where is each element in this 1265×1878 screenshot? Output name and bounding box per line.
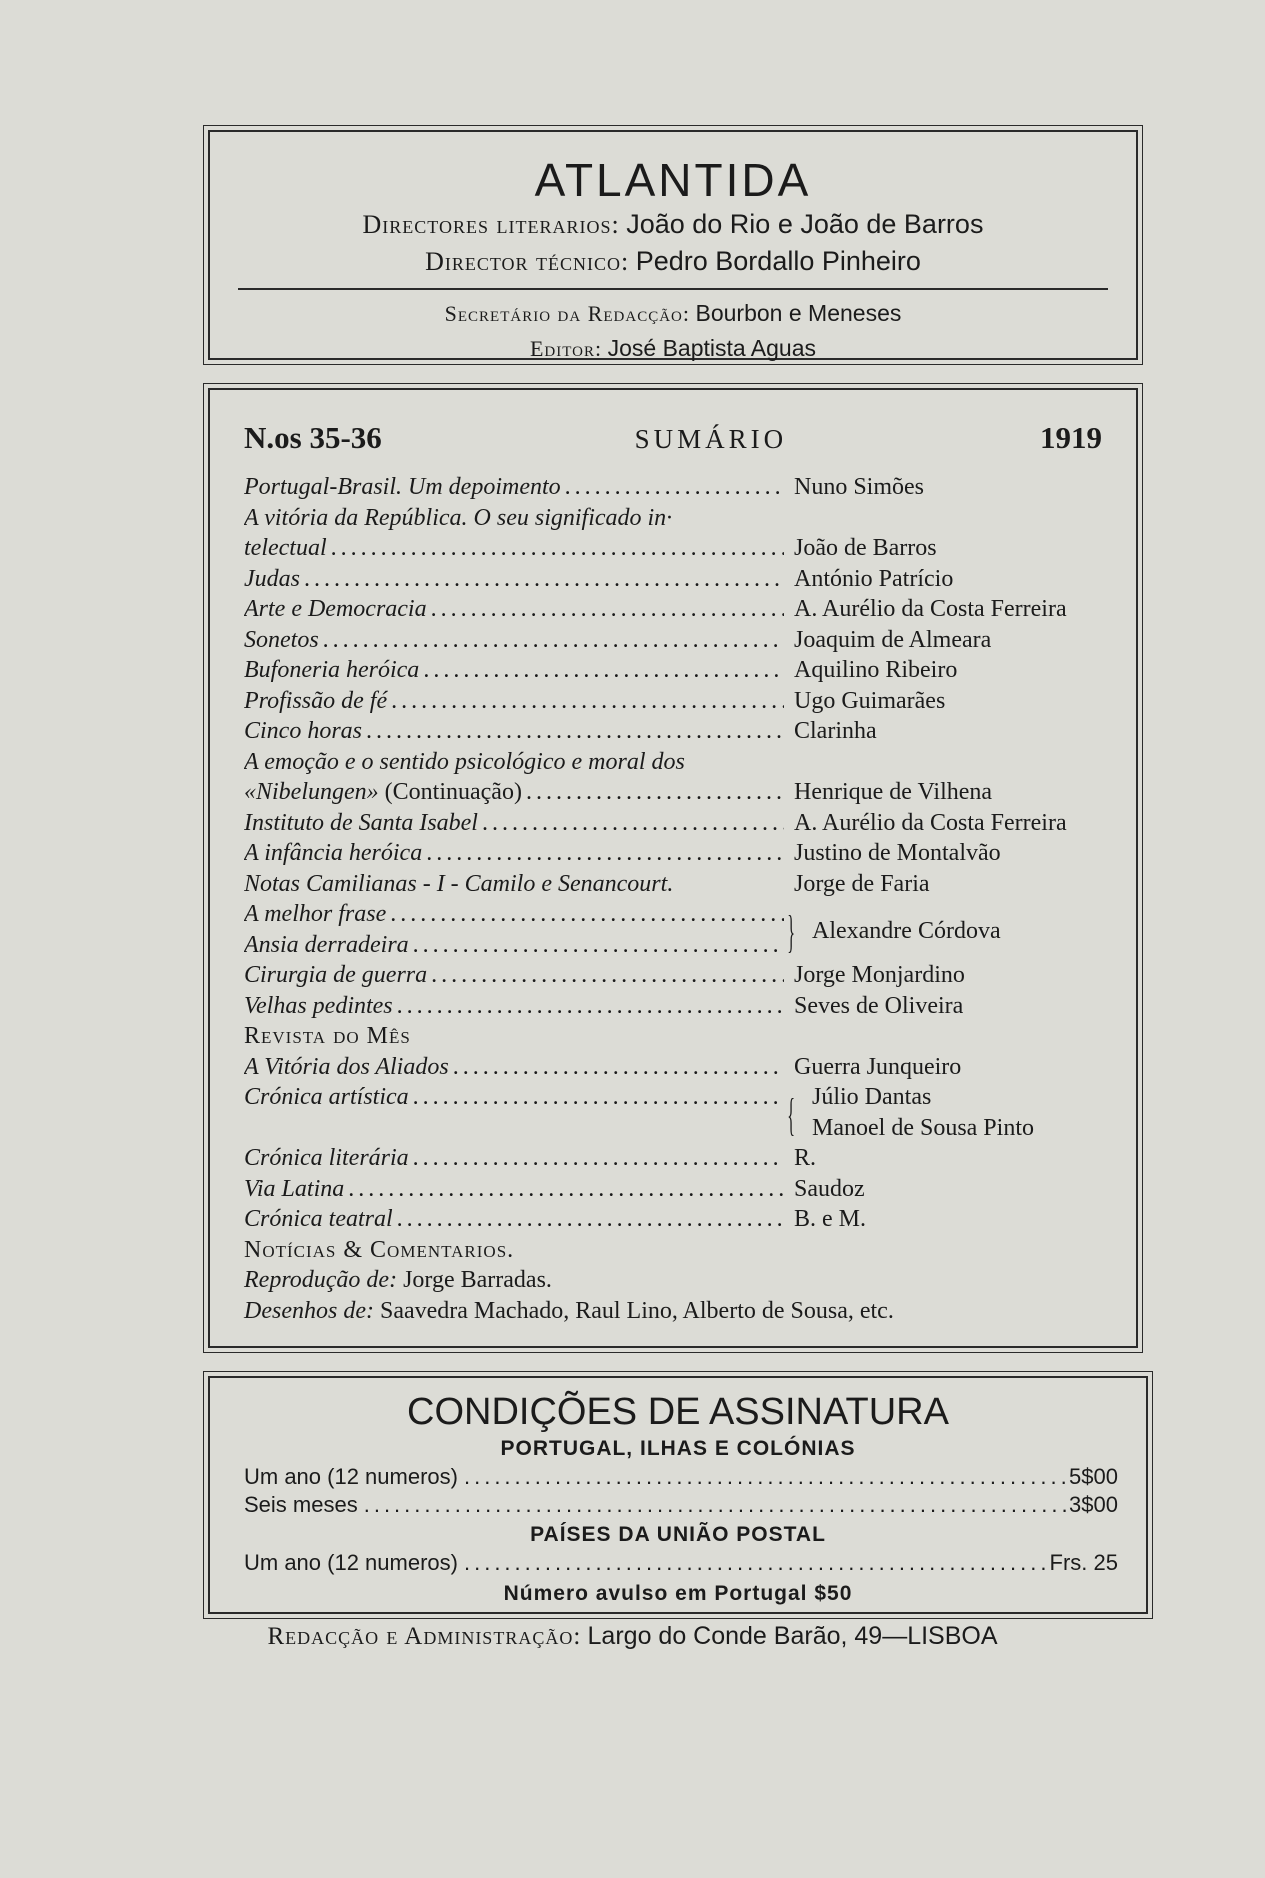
secretary-line <box>210 296 1136 331</box>
editor-name: José Baptista Aguas <box>607 335 817 361</box>
toc-title: Ansia derradeira <box>244 931 409 958</box>
toc-author: Manoel de Sousa Pinto <box>812 1114 1034 1141</box>
reproduction-label: Reprodução de: <box>244 1267 398 1293</box>
toc-row <box>244 627 1104 658</box>
toc-title: telectual <box>244 535 327 561</box>
toc-row <box>244 993 1104 1024</box>
toc-author: B. e M. <box>794 1206 866 1232</box>
price-row <box>244 1464 1118 1492</box>
toc-title: A emoção e o sentido psicológico e moral dos <box>244 748 685 775</box>
toc-title: A infância heróica <box>244 840 423 866</box>
domestic-heading: PORTUGAL, ILHAS E COLÓNIAS <box>500 1437 856 1460</box>
toc-row <box>244 596 1104 627</box>
international-heading: PAÍSES DA UNIÃO POSTAL <box>530 1523 826 1546</box>
price-label: Um ano (12 numeros) <box>244 1550 458 1575</box>
toc-title: Cirurgia de guerra <box>244 962 428 988</box>
directors-label: Directores literarios: <box>362 210 620 239</box>
secretary-label: Secretário da Redacção: <box>444 301 690 326</box>
toc-group-cordova <box>244 901 1104 962</box>
toc-row <box>244 749 1104 780</box>
section-revista <box>244 1023 1104 1054</box>
toc-title: Profissão de fé <box>244 687 388 714</box>
toc-author: Justino de Montalvão <box>794 840 1001 866</box>
toc-group-cronica-artistica <box>244 1084 1104 1145</box>
address-line <box>0 1622 1265 1651</box>
toc-title: Crónica teatral <box>244 1206 393 1232</box>
address-label: Redacção e Administração: <box>267 1623 582 1650</box>
section-title: Revista do Mês <box>244 1023 411 1049</box>
toc-author: Clarinha <box>794 718 877 744</box>
price-row <box>244 1492 1118 1520</box>
summary-box <box>208 388 1138 1348</box>
toc-title: Crónica literária <box>244 1145 409 1171</box>
price-value: Frs. 25 <box>1049 1550 1118 1575</box>
toc-title: Crónica artística <box>244 1084 409 1110</box>
toc-author: Júlio Dantas <box>812 1084 932 1110</box>
toc-title: Cinco horas <box>244 718 363 744</box>
technical-director-name: Pedro Bordallo Pinheiro <box>635 246 921 276</box>
toc-author: Guerra Junqueiro <box>794 1053 962 1080</box>
price-value: 5$00 <box>1069 1464 1118 1489</box>
price-value: 3$00 <box>1069 1492 1118 1517</box>
masthead-box <box>208 130 1138 360</box>
secretary-name: Bourbon e Meneses <box>695 300 902 326</box>
brace-glyph: { <box>787 1088 795 1140</box>
toc-title: Arte e Democracia <box>244 596 427 622</box>
issue-year: 1919 <box>1040 420 1102 455</box>
summary-heading: SUMÁRIO <box>634 424 788 454</box>
toc-row <box>244 871 1104 902</box>
toc-author: Ugo Guimarães <box>794 687 946 714</box>
directors-names: João do Rio e João de Barros <box>626 209 984 239</box>
subscription-title: CONDIÇÕES DE ASSINATURA <box>407 1391 949 1433</box>
subscription-box <box>208 1376 1148 1614</box>
toc-row <box>244 505 1104 536</box>
toc-title: A melhor frase <box>244 901 387 927</box>
toc-row <box>244 1176 1104 1207</box>
header-divider <box>238 288 1108 290</box>
single-issue-price: Número avulso em Portugal $50 <box>503 1582 853 1605</box>
toc-author: Aquilino Ribeiro <box>794 657 958 683</box>
reproduction-credit <box>244 1267 1104 1298</box>
toc-row <box>244 779 1104 810</box>
toc-author: António Patrício <box>794 565 954 592</box>
toc-title-extra: (Continuação) <box>384 779 522 805</box>
toc-row <box>244 718 1104 749</box>
toc-author: Jorge Monjardino <box>794 962 965 988</box>
toc-row <box>244 474 1104 505</box>
toc-title: A Vitória dos Aliados <box>244 1053 449 1080</box>
toc-author: A. Aurélio da Costa Ferreira <box>794 596 1067 622</box>
toc-author: Seves de Oliveira <box>794 992 964 1019</box>
toc-row <box>244 688 1104 719</box>
price-label: Seis meses <box>244 1492 358 1517</box>
editor-line <box>210 331 1136 366</box>
toc-author: Henrique de Vilhena <box>794 779 993 805</box>
toc-title: Velhas pedintes <box>244 992 393 1019</box>
price-row <box>244 1550 1118 1578</box>
reproduction-value: Jorge Barradas. <box>403 1267 552 1293</box>
toc-author: Nuno Simões <box>794 474 925 500</box>
technical-director-line <box>210 243 1136 280</box>
toc-row <box>244 932 784 963</box>
toc-title: Judas <box>244 565 300 592</box>
toc-author: R. <box>794 1145 817 1171</box>
toc-row <box>244 1145 1104 1176</box>
toc-row <box>244 810 1104 841</box>
toc-author: A. Aurélio da Costa Ferreira <box>794 809 1067 836</box>
toc-title: Instituto de Santa Isabel <box>244 809 478 836</box>
brace-glyph: } <box>787 905 795 957</box>
toc-row <box>244 840 1104 871</box>
toc-title: Portugal-Brasil. Um depoimento <box>244 474 561 500</box>
toc-row <box>244 657 1104 688</box>
toc-author: Alexandre Córdova <box>812 918 1001 944</box>
toc-title: Sonetos <box>244 626 319 653</box>
table-of-contents <box>244 474 1104 1328</box>
drawings-value: Saavedra Machado, Raul Lino, Alberto de Sousa, etc. <box>379 1297 894 1324</box>
toc-row <box>244 535 1104 566</box>
section-title: Notícias & Comentarios. <box>244 1236 515 1263</box>
toc-row <box>244 1084 784 1145</box>
summary-heading-row <box>244 420 1102 456</box>
toc-title: «Nibelungen» <box>244 779 379 805</box>
section-noticias <box>244 1237 1104 1268</box>
editor-label: Editor: <box>529 336 603 361</box>
toc-author: João de Barros <box>794 535 937 561</box>
directors-line <box>210 206 1136 243</box>
toc-author: Jorge de Faria <box>794 870 930 897</box>
toc-author: Joaquim de Almeara <box>794 626 992 653</box>
technical-director-label: Director técnico: <box>425 247 630 276</box>
magazine-title: ATLANTIDA <box>534 154 812 206</box>
toc-row <box>244 901 784 932</box>
issue-number: N.os 35-36 <box>244 420 382 455</box>
toc-title: A vitória da República. O seu significado in· <box>244 504 673 531</box>
toc-title: Bufoneria heróica <box>244 657 420 683</box>
toc-title: Notas Camilianas - I - Camilo e Senancourt. <box>244 870 674 897</box>
toc-author: Saudoz <box>794 1175 865 1202</box>
address-value: Largo do Conde Barão, 49—LISBOA <box>587 1622 998 1650</box>
drawings-credit <box>244 1298 1104 1329</box>
drawings-label: Desenhos de: <box>244 1297 374 1324</box>
toc-row <box>244 1054 1104 1085</box>
toc-row <box>244 566 1104 597</box>
toc-title: Via Latina <box>244 1175 345 1202</box>
toc-row <box>244 962 1104 993</box>
toc-row <box>244 1206 1104 1237</box>
price-label: Um ano (12 numeros) <box>244 1464 458 1489</box>
